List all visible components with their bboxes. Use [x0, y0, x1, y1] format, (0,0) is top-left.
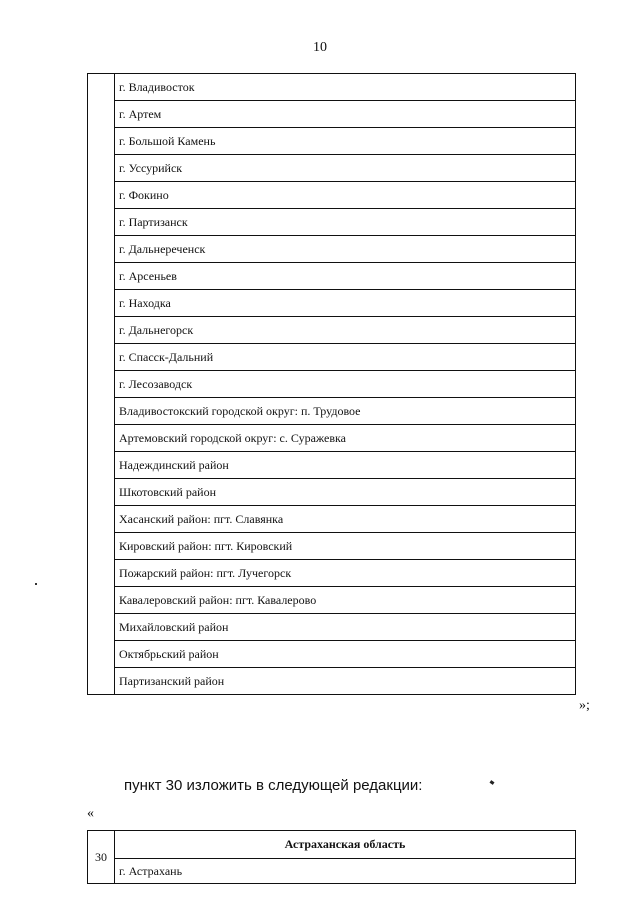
settlement-cell: Хасанский район: пгт. Славянка	[115, 506, 576, 533]
settlement-cell: Октябрьский район	[115, 641, 576, 668]
table-row	[88, 263, 576, 290]
region-city-cell: г. Астрахань	[115, 859, 576, 884]
settlement-cell: Владивостокский городской округ: п. Трудовое	[115, 398, 576, 425]
table-row	[88, 128, 576, 155]
region-title: Астраханская область	[115, 831, 576, 859]
table-row	[88, 182, 576, 209]
table-row	[88, 614, 576, 641]
settlement-cell: г. Фокино	[115, 182, 576, 209]
settlement-cell: г. Находка	[115, 290, 576, 317]
table-row	[88, 641, 576, 668]
settlement-cell: г. Дальнегорск	[115, 317, 576, 344]
table-row	[88, 587, 576, 614]
opening-quote: «	[87, 806, 94, 821]
table-row	[88, 317, 576, 344]
stray-dot	[35, 583, 37, 585]
table-row	[88, 371, 576, 398]
region-table	[87, 830, 576, 884]
settlement-cell: Шкотовский район	[115, 479, 576, 506]
table-row	[88, 101, 576, 128]
settlement-cell: г. Владивосток	[115, 74, 576, 101]
settlement-cell: Кавалеровский район: пгт. Кавалерово	[115, 587, 576, 614]
settlement-cell: Надеждинский район	[115, 452, 576, 479]
table-row	[88, 506, 576, 533]
table-row	[88, 236, 576, 263]
table-row	[88, 479, 576, 506]
settlement-cell: г. Партизанск	[115, 209, 576, 236]
region-header-row	[88, 831, 576, 859]
table-row	[88, 209, 576, 236]
table-row	[88, 452, 576, 479]
table-row	[88, 74, 576, 101]
settlements-table-body	[88, 74, 576, 695]
settlement-cell: г. Уссурийск	[115, 155, 576, 182]
row-number-cell	[88, 74, 115, 695]
settlement-cell: Артемовский городской округ: с. Суражевка	[115, 425, 576, 452]
settlement-cell: г. Артем	[115, 101, 576, 128]
settlement-cell: г. Большой Камень	[115, 128, 576, 155]
region-row	[88, 859, 576, 884]
table-row	[88, 344, 576, 371]
stray-mark	[490, 780, 495, 785]
table-row	[88, 668, 576, 695]
settlement-cell: г. Дальнереченск	[115, 236, 576, 263]
settlement-cell: г. Арсеньев	[115, 263, 576, 290]
region-number: 30	[88, 831, 115, 884]
settlements-table	[87, 73, 576, 695]
table-row	[88, 290, 576, 317]
settlement-cell: Партизанский район	[115, 668, 576, 695]
table-row	[88, 560, 576, 587]
closing-quote: »;	[579, 698, 590, 713]
table-row	[88, 533, 576, 560]
settlement-cell: Пожарский район: пгт. Лучегорск	[115, 560, 576, 587]
settlement-cell: г. Лесозаводск	[115, 371, 576, 398]
settlement-cell: г. Спасск-Дальний	[115, 344, 576, 371]
table-row	[88, 425, 576, 452]
settlement-cell: Михайловский район	[115, 614, 576, 641]
table-row	[88, 155, 576, 182]
table-row	[88, 398, 576, 425]
settlement-cell: Кировский район: пгт. Кировский	[115, 533, 576, 560]
region-table-body	[88, 831, 576, 884]
instruction-text: пункт 30 изложить в следующей редакции:	[124, 777, 423, 794]
page-number: 10	[313, 40, 327, 55]
